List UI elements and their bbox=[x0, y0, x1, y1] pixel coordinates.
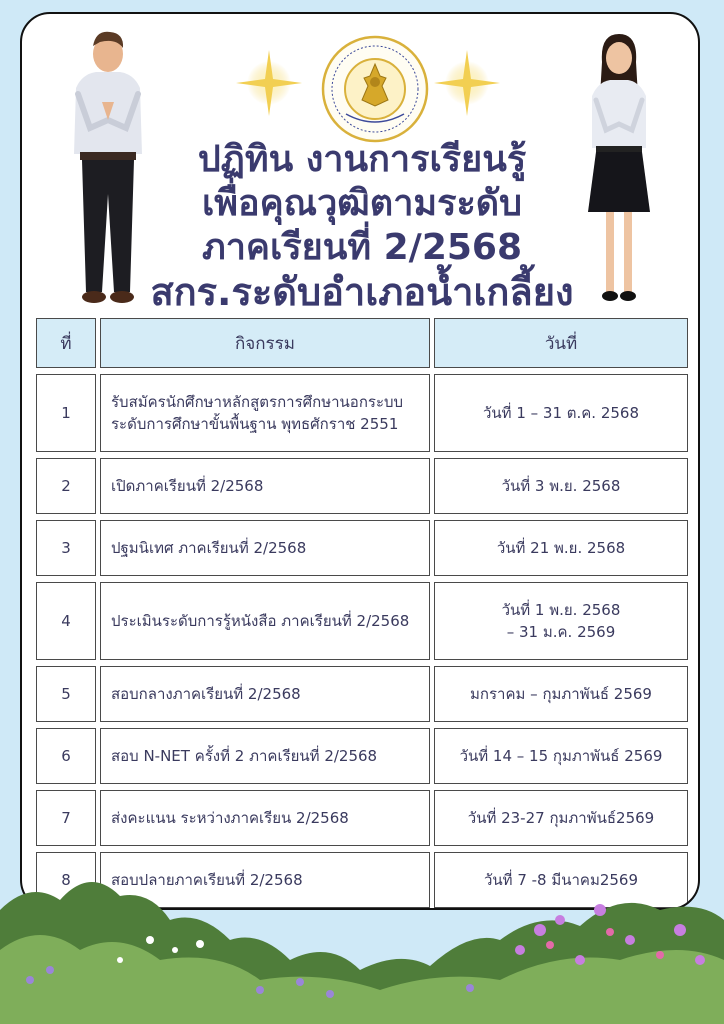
table-row bbox=[36, 582, 688, 660]
activity-line: ระดับการศึกษาขั้นพื้นฐาน พุทธศักราช 2551 bbox=[111, 415, 399, 433]
row-number: 8 bbox=[36, 852, 96, 908]
column-header-activity: กิจกรรม bbox=[100, 318, 430, 368]
table-row bbox=[36, 458, 688, 514]
row-number: 5 bbox=[36, 666, 96, 722]
row-number: 3 bbox=[36, 520, 96, 576]
activity-line: สอบ N-NET ครั้งที่ 2 ภาคเรียนที่ 2/2568 bbox=[111, 747, 378, 765]
row-date bbox=[434, 520, 688, 576]
page-title bbox=[140, 138, 584, 314]
column-header-date: วันที่ bbox=[434, 318, 688, 368]
row-date bbox=[434, 458, 688, 514]
activity-line: เปิดภาคเรียนที่ 2/2568 bbox=[111, 477, 264, 495]
activity-line: ส่งคะแนน ระหว่างภาคเรียน 2/2568 bbox=[111, 809, 349, 827]
title-line: สกร.ระดับอำเภอน้ำเกลี้ยง bbox=[150, 270, 574, 314]
row-activity bbox=[100, 520, 430, 576]
title-line: เพื่อคุณวุฒิตามระดับ bbox=[201, 183, 523, 224]
table-row bbox=[36, 520, 688, 576]
table-header-row bbox=[36, 318, 688, 368]
row-number: 4 bbox=[36, 582, 96, 660]
table-row bbox=[36, 790, 688, 846]
date-line: วันที่ 23-27 กุมภาพันธ์2569 bbox=[467, 809, 655, 827]
row-number: 7 bbox=[36, 790, 96, 846]
row-activity bbox=[100, 582, 430, 660]
row-activity bbox=[100, 790, 430, 846]
date-line: วันที่ 14 – 15 กุมภาพันธ์ 2569 bbox=[459, 747, 663, 765]
office-seal-logo bbox=[316, 34, 434, 144]
row-activity bbox=[100, 458, 430, 514]
row-number: 6 bbox=[36, 728, 96, 784]
activity-line: ประเมินระดับการรู้หนังสือ ภาคเรียนที่ 2/2568 bbox=[111, 612, 410, 630]
row-activity bbox=[100, 728, 430, 784]
flower-garden bbox=[0, 870, 724, 1024]
activity-line: ปฐมนิเทศ ภาคเรียนที่ 2/2568 bbox=[111, 539, 307, 557]
row-date bbox=[434, 790, 688, 846]
title-line: ปฏิทิน งานการเรียนรู้ bbox=[197, 139, 527, 180]
row-date bbox=[434, 374, 688, 452]
date-line: วันที่ 7 -8 มีนาคม2569 bbox=[483, 871, 639, 889]
activity-line: รับสมัครนักศึกษาหลักสูตรการศึกษานอกระบบ bbox=[111, 393, 404, 411]
row-number: 1 bbox=[36, 374, 96, 452]
activity-line: สอบกลางภาคเรียนที่ 2/2568 bbox=[111, 685, 301, 703]
row-date bbox=[434, 666, 688, 722]
date-line: – 31 ม.ค. 2569 bbox=[506, 623, 616, 641]
title-line: ภาคเรียนที่ 2/2568 bbox=[201, 227, 523, 268]
schedule-table bbox=[32, 312, 692, 910]
date-line: วันที่ 21 พ.ย. 2568 bbox=[496, 539, 626, 557]
table-row bbox=[36, 374, 688, 452]
woman-greeting-figure bbox=[574, 26, 664, 306]
date-line: วันที่ 3 พ.ย. 2568 bbox=[501, 477, 621, 495]
row-date bbox=[434, 728, 688, 784]
date-line: วันที่ 1 – 31 ต.ค. 2568 bbox=[482, 404, 640, 422]
row-activity bbox=[100, 374, 430, 452]
date-line: วันที่ 1 พ.ย. 2568 bbox=[501, 601, 621, 619]
table-row bbox=[36, 666, 688, 722]
row-activity bbox=[100, 666, 430, 722]
column-header-no: ที่ bbox=[36, 318, 96, 368]
row-date bbox=[434, 582, 688, 660]
table-row bbox=[36, 728, 688, 784]
row-number: 2 bbox=[36, 458, 96, 514]
calendar-card bbox=[20, 12, 700, 910]
sparkle-icon bbox=[432, 48, 502, 118]
activity-line: สอบปลายภาคเรียนที่ 2/2568 bbox=[111, 871, 303, 889]
sparkle-icon bbox=[234, 48, 304, 118]
date-line: มกราคม – กุมภาพันธ์ 2569 bbox=[470, 685, 652, 703]
